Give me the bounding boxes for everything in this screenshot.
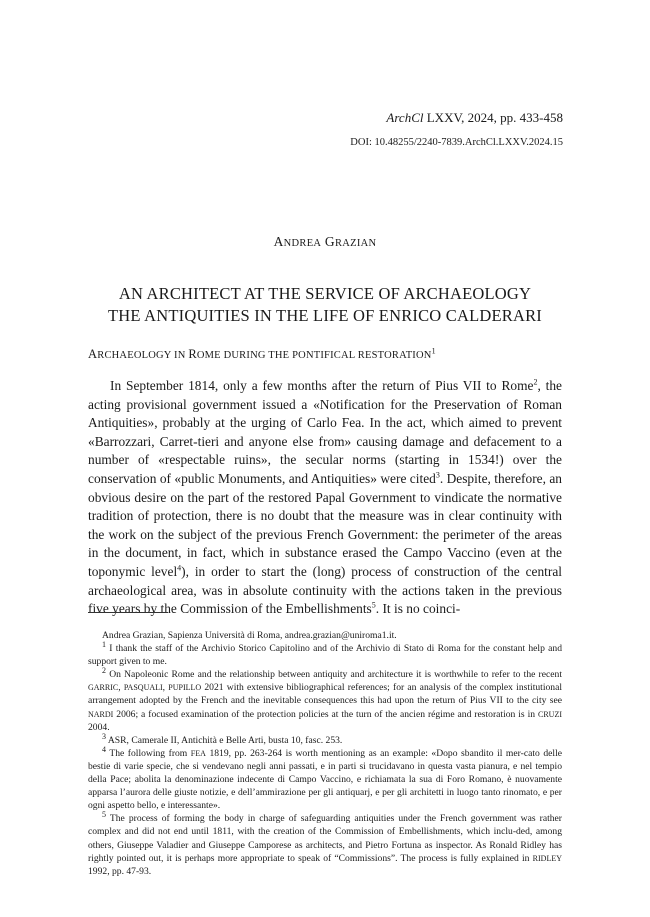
title-line-1: AN ARCHITECT AT THE SERVICE OF ARCHAEOLOGY [118, 284, 532, 303]
footnotes [88, 629, 562, 878]
doi: DOI: 10.48255/2240-7839.ArchCl.LXXV.2024.15 [350, 137, 563, 148]
footnote-1: $^1$ I thank the staff of the Archivio Storico Capitolino and of the Archivio di Stato di Roma for the constant help and support given to me. [88, 639, 562, 668]
footnote-ref: 5 [371, 600, 376, 610]
title-line-2: THE ANTIQUITIES IN THE LIFE OF ENRICO CALDERARI [108, 306, 542, 325]
footnote-5: $^5$ The process of forming the body in charge of safeguarding antiquities under the French government was rather complex and did not end until 1811, with the creation of the Commission of Embellishments, which inclu-ded, among others, Giuseppe Valadier and Giuseppe Camporese as architects, and Pietro Fortuna as inspector. As Ronald Ridley has rightly pointed out, it is perhaps more appropriate to speak of “Commissions”. The process is fully explained in RIDLEY 1992, pp. 47-93. [88, 810, 562, 877]
footnote-ref: 2 [533, 377, 538, 387]
section-heading: ARCHAEOLOGY IN ROME DURING THE PONTIFICAL RESTORATION$^1$ [88, 346, 436, 361]
body-paragraph: In September 1814, only a few months after the return of Pius VII to Rome$^2$, the acting provisional government issued a «Notification for the Preservation of Roman Antiquities», probably at the urging of Carlo Fea. In the act, which aimed to prevent «Barrozzari, Carret-tieri and anyone else from» causing damage and defacement to a number of «respectable ruins», the secular norms (starting in 1534!) over the conservation of «public Monuments, and Antiquities» were cited$^3$. Despite, therefore, an obvious desire on the part of the restored Papal Government to vindicate the normative tradition of protection, there is no doubt that the measure was in clear continuity with the work on the subject of the previous French Government: the perimeter of the areas in the document, in fact, which in substance erased the Campo Vaccino (even at the toponymic level$^4$), in order to start the (long) process of construction of the central archaeological area, was in absolute continuity with the actions taken in the previous five years by the Commission of the Embellishments$^5$. It is no coinci- [88, 377, 563, 617]
footnote-ref: 4 [177, 563, 182, 573]
footnote-ref: 1 [431, 346, 436, 356]
footnote-2: $^2$ On Napoleonic Rome and the relationship between antiquity and architecture it is worthwhile to refer to the recent GARRIC, PASQUALI, PUPILLO 2021 with extensive bibliographical references; for an analysis of the complex institutional arrangement adopted by the French and the inevitable consequences this had upon the return of Pius VII to the city see NARDI 2006; a focused examination of the protection policies at the turn of the ancien régime and restoration is in CRUZI 2004. [88, 666, 563, 733]
article-title [0, 283, 650, 327]
journal-name: ArchCl [386, 110, 424, 125]
footnote-ref: 3 [435, 470, 440, 480]
author-name: ANDREA GRAZIAN [273, 234, 377, 249]
journal-volume-pages: LXXV, 2024, pp. 433-458 [423, 110, 563, 125]
author-affiliation: Andrea Grazian, Sapienza Università di Roma, andrea.grazian@uniroma1.it. [102, 630, 397, 641]
footnote-3: $^3$ ASR, Camerale II, Antichità e Belle Arti, busta 10, fasc. 253. [102, 731, 343, 746]
footnote-4: $^4$ The following from FEA 1819, pp. 263-264 is worth mentioning as an example: «Dopo sbandito il mer-cato delle bestie di varie specie, che si vendevano negli anni passati, e in parti si trucidavano in questa vasta pianura, e nel tempio della Pace; abolita la denominazione indecente di Campo Vaccino, e richiamata la sua di Foro Romano, è nuovamente apparsa l’aurora delle giuste notizie, e dell’ammirazione per gli antiquarj, e per gli architetti in luogo tanto rinomato, e per ogni aspetto bello, e interessante». [88, 744, 562, 812]
footnote-divider [88, 612, 168, 613]
journal-reference [386, 110, 563, 126]
